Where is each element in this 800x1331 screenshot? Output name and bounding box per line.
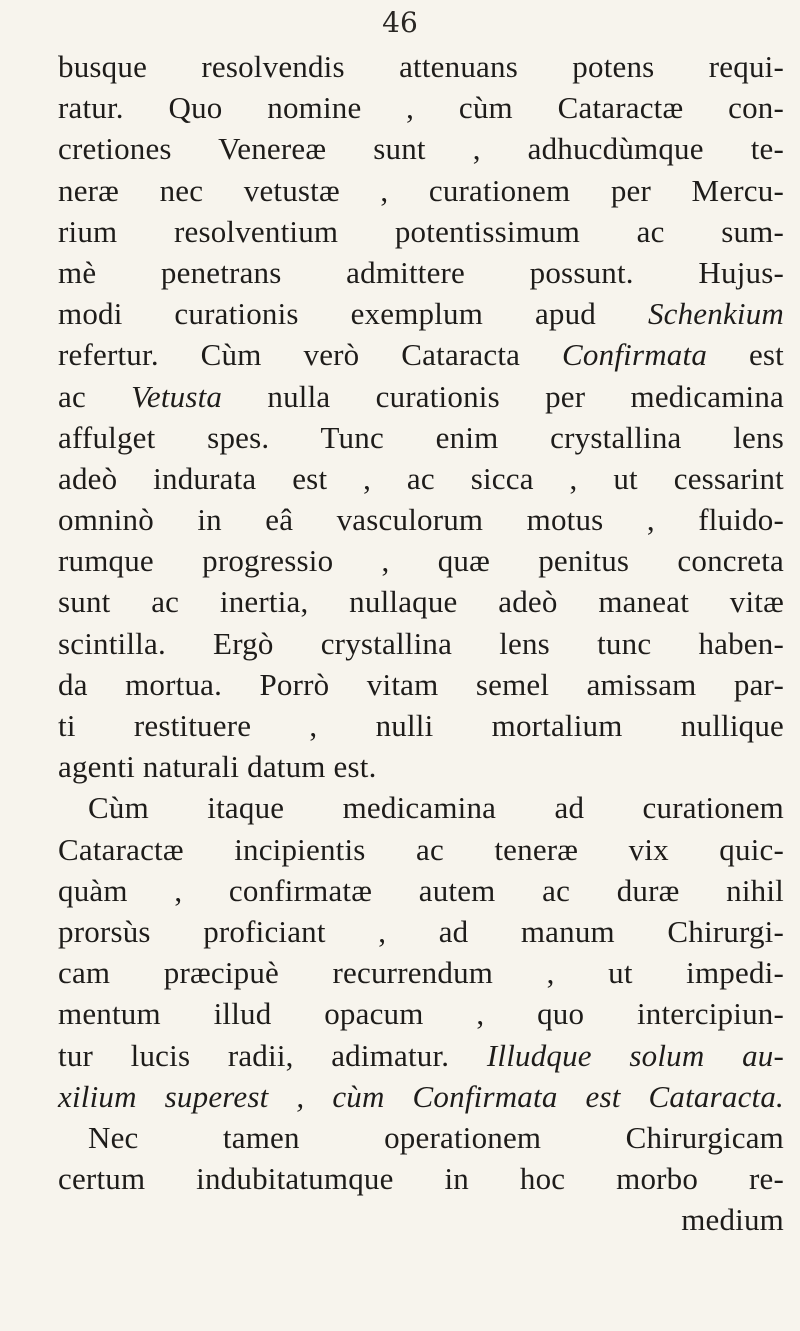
text-line: cam præcipuè recurrendum , ut impedi- <box>58 955 784 991</box>
text-line: neræ nec vetustæ , curationem per Mercu- <box>58 172 784 208</box>
text-line: da mortua. Porrò vitam semel amissam par- <box>58 666 784 702</box>
text-line: adeò indurata est , ac sicca , ut cessarint <box>58 460 784 496</box>
text-line: rumque progressio , quæ penitus concreta <box>58 543 784 579</box>
text-line: ti restituere , nulli mortalium nullique <box>58 708 784 743</box>
text-line <box>58 1035 784 1076</box>
page-number: 46 <box>382 6 418 39</box>
text-line: Cùm itaque medicamina ad curationem <box>88 790 784 826</box>
italic-term: Vetusta <box>131 378 223 414</box>
text-line: prorsùs proficiant , ad manum Chirurgi- <box>58 913 784 949</box>
text-fragment: tur lucis radii, adimatur. <box>58 1037 450 1073</box>
text-line: affulget spes. Tunc enim crystallina lens <box>58 419 784 455</box>
text-fragment: est <box>748 337 784 373</box>
text-fragment: modi curationis exemplum apud <box>58 296 597 332</box>
italic-term: Confirmata <box>562 337 708 373</box>
text-line: xilium superest , cùm Confirmata est Cataracta. <box>58 1078 784 1114</box>
text-line: medium <box>681 1202 784 1238</box>
text-line <box>58 293 784 334</box>
text-line: busque resolvendis attenuans potens requi- <box>58 49 784 84</box>
text-line: Cataractæ incipientis ac teneræ vix quic- <box>58 831 784 867</box>
text-fragment: nulla curationis per medicamina <box>267 378 785 414</box>
text-line <box>58 376 784 417</box>
text-line: Nec tamen operationem Chirurgicam <box>88 1119 784 1155</box>
text-line: agenti naturali datum est. <box>58 749 377 785</box>
text-line: scintilla. Ergò crystallina lens tunc haben- <box>58 625 784 661</box>
text-line: mentum illud opacum , quo intercipiun- <box>58 996 784 1032</box>
text-line: omninò in eâ vasculorum motus , fluido- <box>58 502 784 538</box>
body-text <box>58 46 784 1240</box>
text-line: sunt ac inertia, nullaque adeò maneat vitæ <box>58 584 784 620</box>
text-line: ratur. Quo nomine , cùm Cataractæ con- <box>58 90 784 126</box>
text-fragment: ac <box>58 378 86 414</box>
italic-phrase: Illudque solum au- <box>486 1037 784 1073</box>
italic-name: Schenkium <box>647 296 785 332</box>
text-line: certum indubitatumque in hoc morbo re- <box>58 1161 784 1197</box>
text-line: rium resolventium potentissimum ac sum- <box>58 213 784 249</box>
text-line: quàm , confirmatæ autem ac duræ nihil <box>58 872 784 908</box>
text-line <box>58 334 784 375</box>
text-line: cretiones Venereæ sunt , adhucdùmque te- <box>58 131 784 167</box>
text-line: mè penetrans admittere possunt. Hujus- <box>58 254 784 290</box>
text-fragment: refertur. Cùm verò Cataracta <box>58 337 521 373</box>
